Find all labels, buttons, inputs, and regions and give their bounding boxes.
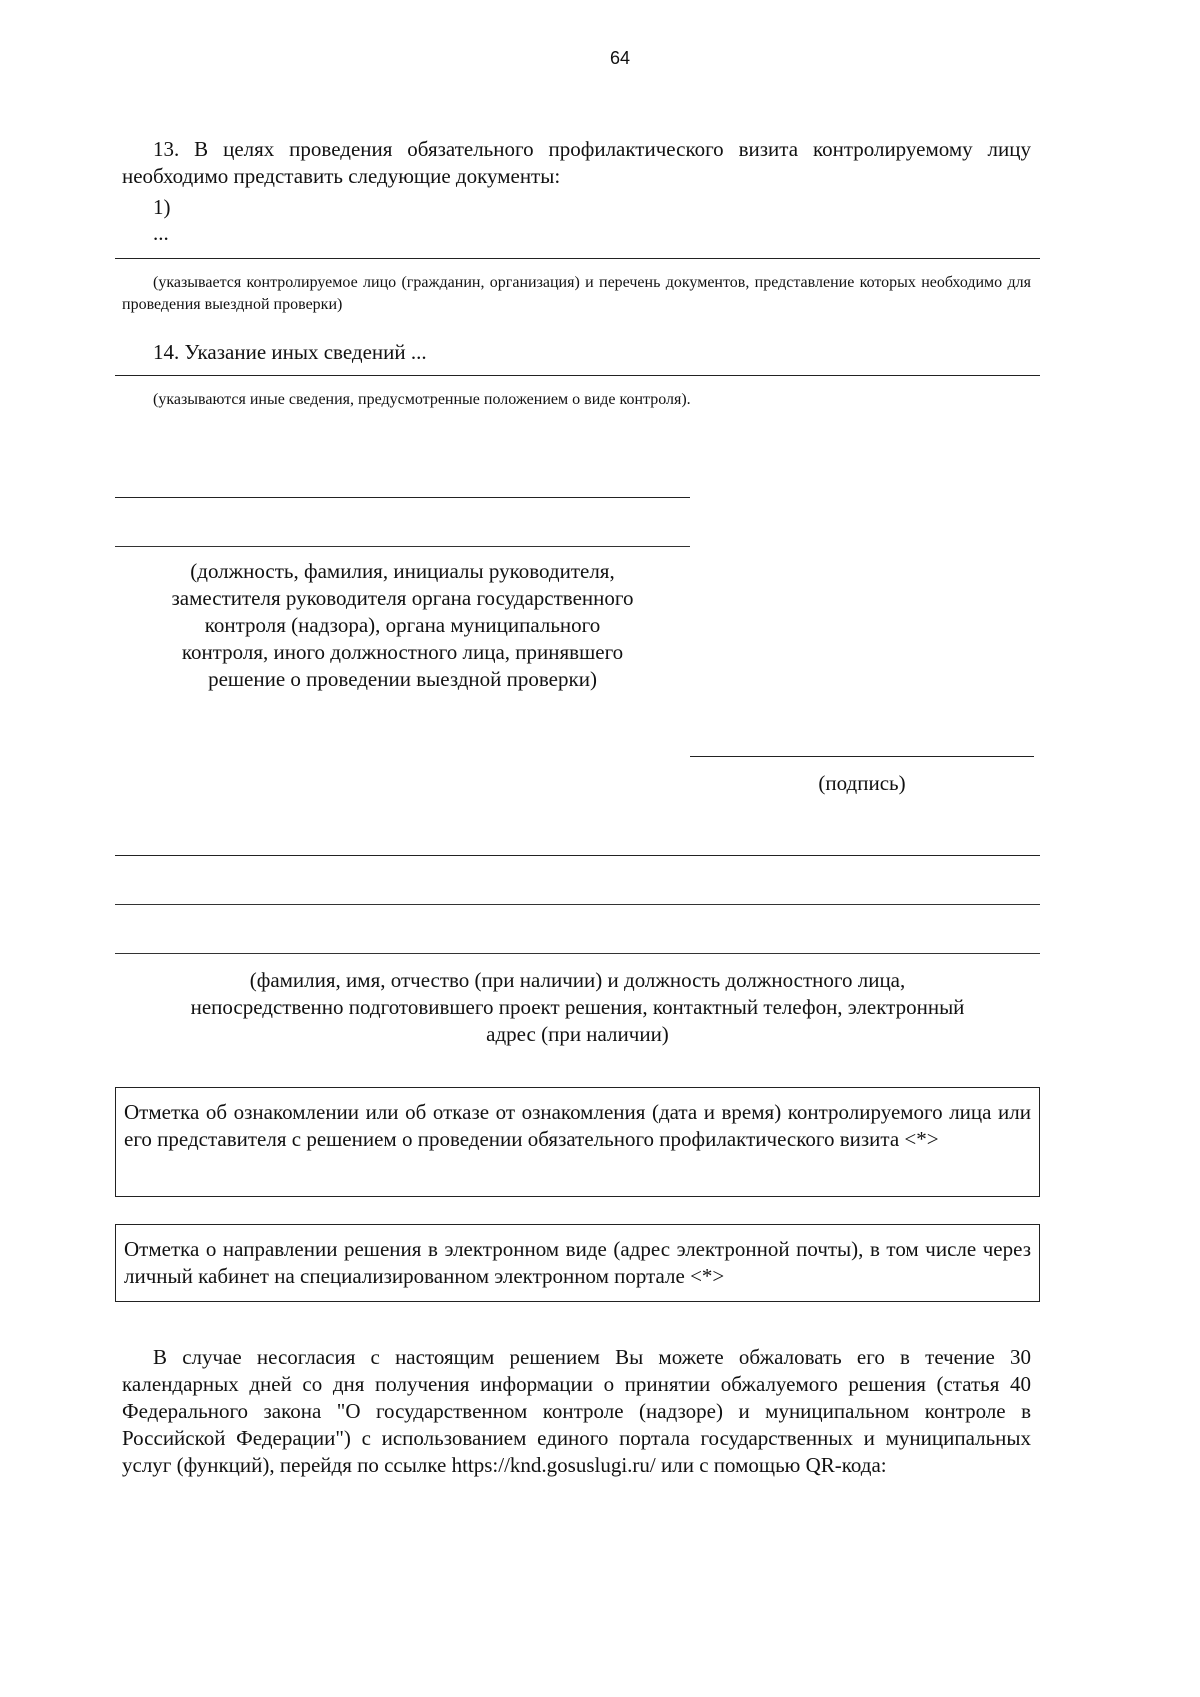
- official-caption: (должность, фамилия, инициалы руководителя, заместителя руководителя органа государственного контроля (надзора), органа муниципального контроля, иного должностного лица, принявшего решение о проведении выездной проверки): [171, 559, 634, 691]
- official-line-2: [115, 546, 690, 547]
- item-13-caption: (указывается контролируемое лицо (гражданин, организация) и перечень документов, представление которых необходимо для проведения выездной проверки): [122, 274, 1031, 313]
- preparer-line-1: [115, 855, 1040, 856]
- item-14-caption: (указываются иные сведения, предусмотренные положением о виде контроля).: [153, 391, 691, 408]
- preparer-line-2: [115, 904, 1040, 905]
- preparer-caption: (фамилия, имя, отчество (при наличии) и должность должностного лица, непосредственно подготовившего проект решения, контактный телефон, электронный адрес (при наличии): [190, 968, 965, 1046]
- preparer-line-3: [115, 953, 1040, 954]
- electronic-box: Отметка о направлении решения в электронном виде (адрес электронной почты), в том числе через личный кабинет на специализированном электронном портале <*>: [115, 1224, 1040, 1302]
- signature-caption: (подпись): [818, 771, 906, 795]
- item-13-list-more: ...: [153, 221, 169, 245]
- item-14-line: [115, 375, 1040, 376]
- item-13-text: [122, 136, 1031, 190]
- acquaintance-box: Отметка об ознакомлении или об отказе от ознакомления (дата и время) контролируемого лица или его представителя с решением о проведении обязательного профилактического визита <*>: [115, 1087, 1040, 1197]
- appeal-paragraph: В случае несогласия с настоящим решением Вы можете обжаловать его в течение 30 календарных дней со дня получения информации о принятии обжалуемого решения (статья 40 Федерального закона "О государственном контроле (надзоре) и муниципальном контроле в Российской Федерации") с использованием единого портала государственных и муниципальных услуг (функций), перейдя по ссылке https://knd.gosuslugi.ru/ или с помощью QR-кода:: [122, 1345, 1031, 1477]
- signature-line: [690, 756, 1034, 757]
- official-line-1: [115, 497, 690, 498]
- item-13-list-first: 1): [153, 195, 171, 219]
- item-14-text: 14. Указание иных сведений ...: [153, 340, 427, 364]
- page-number: 64: [609, 48, 631, 68]
- item-13-line: [115, 258, 1040, 259]
- item-13-label: 13. В целях проведения обязательного профилактического визита контролируемому лицу необходимо представить следующие документы:: [122, 137, 1031, 188]
